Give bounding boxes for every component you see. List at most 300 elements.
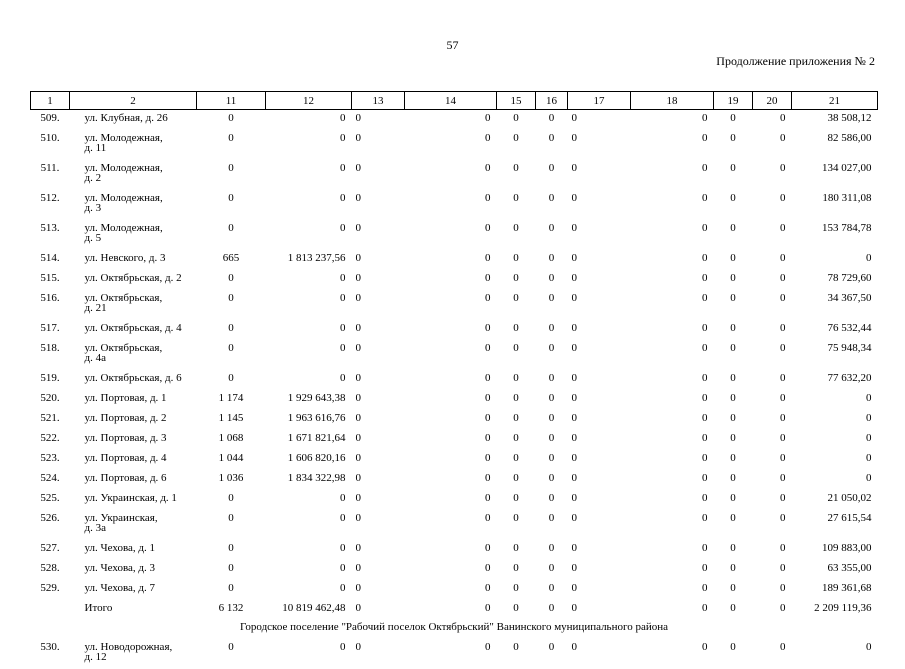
row-number: 512. [31, 190, 70, 220]
table-row [31, 490, 878, 510]
cell-c16: 0 [536, 390, 568, 410]
cell-c11: 0 [197, 220, 266, 250]
cell-c13: 0 [352, 410, 405, 430]
row-address: ул. Октябрьская, д. 4а [70, 340, 197, 370]
cell-c13: 0 [352, 470, 405, 490]
table-row [31, 560, 878, 580]
row-number: 509. [31, 110, 70, 131]
row-address: ул. Портовая, д. 4 [70, 450, 197, 470]
table-row [31, 160, 878, 190]
cell-c19: 0 [714, 390, 753, 410]
cell-c20: 0 [753, 320, 792, 340]
cell-c16: 0 [536, 639, 568, 669]
cell-c12: 0 [266, 540, 352, 560]
cell-c18: 0 [631, 110, 714, 131]
cell-c13: 0 [352, 270, 405, 290]
cell-c20: 0 [753, 450, 792, 470]
table-row [31, 320, 878, 340]
col-header: 20 [753, 92, 792, 110]
cell-c20: 0 [753, 160, 792, 190]
cell-c17: 0 [568, 580, 631, 600]
row-address: ул. Чехова, д. 7 [70, 580, 197, 600]
cell-c11: 0 [197, 130, 266, 160]
cell-c15: 0 [497, 430, 536, 450]
continuation-note: Продолжение приложения № 2 [716, 54, 875, 69]
table-row [31, 250, 878, 270]
cell-c12: 0 [266, 490, 352, 510]
cell-c14: 0 [405, 450, 497, 470]
row-address: ул. Молодежная, д. 3 [70, 190, 197, 220]
row-number: 511. [31, 160, 70, 190]
cell-c12: 0 [266, 190, 352, 220]
row-address: ул. Молодежная, д. 2 [70, 160, 197, 190]
cell-c11: 0 [197, 639, 266, 669]
col-header: 12 [266, 92, 352, 110]
table-row [31, 370, 878, 390]
cell-c17: 0 [568, 639, 631, 669]
row-address: ул. Невского, д. 3 [70, 250, 197, 270]
cell-c16: 0 [536, 220, 568, 250]
row-number: 529. [31, 580, 70, 600]
total-label: Итого [70, 600, 197, 620]
row-number: 516. [31, 290, 70, 320]
table-body [31, 110, 878, 669]
total-c21: 2 209 119,36 [792, 600, 878, 620]
cell-c18: 0 [631, 510, 714, 540]
cell-c20: 0 [753, 580, 792, 600]
table-row [31, 510, 878, 540]
total-c17: 0 [568, 600, 631, 620]
cell-c19: 0 [714, 320, 753, 340]
cell-c21: 75 948,34 [792, 340, 878, 370]
cell-c19: 0 [714, 160, 753, 190]
cell-c21: 0 [792, 250, 878, 270]
cell-c11: 1 044 [197, 450, 266, 470]
cell-c12: 0 [266, 290, 352, 320]
cell-c20: 0 [753, 470, 792, 490]
cell-c19: 0 [714, 639, 753, 669]
col-header: 14 [405, 92, 497, 110]
total-c13: 0 [352, 600, 405, 620]
cell-c19: 0 [714, 470, 753, 490]
cell-c19: 0 [714, 110, 753, 131]
cell-c20: 0 [753, 430, 792, 450]
cell-c14: 0 [405, 639, 497, 669]
cell-c16: 0 [536, 290, 568, 320]
cell-c13: 0 [352, 340, 405, 370]
cell-c20: 0 [753, 490, 792, 510]
cell-c17: 0 [568, 110, 631, 131]
cell-c17: 0 [568, 270, 631, 290]
cell-c14: 0 [405, 370, 497, 390]
total-c16: 0 [536, 600, 568, 620]
cell-c18: 0 [631, 470, 714, 490]
cell-c20: 0 [753, 540, 792, 560]
cell-c15: 0 [497, 220, 536, 250]
cell-c12: 0 [266, 560, 352, 580]
row-number: 527. [31, 540, 70, 560]
cell-c11: 0 [197, 320, 266, 340]
cell-c15: 0 [497, 110, 536, 131]
cell-c20: 0 [753, 410, 792, 430]
cell-c16: 0 [536, 160, 568, 190]
cell-c11: 0 [197, 110, 266, 131]
total-c15: 0 [497, 600, 536, 620]
table-row [31, 390, 878, 410]
total-c12: 10 819 462,48 [266, 600, 352, 620]
cell-c21: 78 729,60 [792, 270, 878, 290]
cell-c15: 0 [497, 190, 536, 220]
cell-c11: 1 145 [197, 410, 266, 430]
cell-c21: 0 [792, 470, 878, 490]
page-number: 57 [0, 38, 905, 53]
cell-c17: 0 [568, 430, 631, 450]
cell-c16: 0 [536, 270, 568, 290]
row-address: ул. Молодежная, д. 5 [70, 220, 197, 250]
cell-c14: 0 [405, 470, 497, 490]
cell-c12: 1 671 821,64 [266, 430, 352, 450]
cell-c12: 0 [266, 130, 352, 160]
cell-c13: 0 [352, 639, 405, 669]
table-row [31, 580, 878, 600]
cell-c18: 0 [631, 540, 714, 560]
table-row [31, 639, 878, 669]
cell-c12: 0 [266, 340, 352, 370]
cell-c19: 0 [714, 490, 753, 510]
cell-c13: 0 [352, 110, 405, 131]
cell-c20: 0 [753, 130, 792, 160]
cell-c15: 0 [497, 470, 536, 490]
data-table [30, 91, 878, 669]
cell-c16: 0 [536, 580, 568, 600]
table-row [31, 290, 878, 320]
cell-c16: 0 [536, 430, 568, 450]
cell-c12: 1 606 820,16 [266, 450, 352, 470]
cell-c16: 0 [536, 320, 568, 340]
table-row [31, 540, 878, 560]
row-address: ул. Октябрьская, д. 6 [70, 370, 197, 390]
cell-c17: 0 [568, 290, 631, 320]
cell-c12: 1 813 237,56 [266, 250, 352, 270]
cell-c17: 0 [568, 560, 631, 580]
cell-c19: 0 [714, 340, 753, 370]
cell-c14: 0 [405, 560, 497, 580]
col-header: 16 [536, 92, 568, 110]
row-address: ул. Октябрьская, д. 4 [70, 320, 197, 340]
cell-c15: 0 [497, 450, 536, 470]
cell-c12: 1 929 643,38 [266, 390, 352, 410]
cell-c12: 0 [266, 270, 352, 290]
row-number: 528. [31, 560, 70, 580]
row-number: 518. [31, 340, 70, 370]
cell-c15: 0 [497, 410, 536, 430]
cell-c21: 0 [792, 410, 878, 430]
cell-c15: 0 [497, 270, 536, 290]
cell-c17: 0 [568, 490, 631, 510]
cell-c18: 0 [631, 320, 714, 340]
cell-c21: 0 [792, 450, 878, 470]
cell-c18: 0 [631, 160, 714, 190]
row-number: 524. [31, 470, 70, 490]
cell-c14: 0 [405, 250, 497, 270]
cell-c21: 34 367,50 [792, 290, 878, 320]
row-number: 510. [31, 130, 70, 160]
cell-c19: 0 [714, 290, 753, 320]
cell-c17: 0 [568, 540, 631, 560]
cell-c20: 0 [753, 190, 792, 220]
cell-c19: 0 [714, 580, 753, 600]
cell-c19: 0 [714, 130, 753, 160]
row-number: 520. [31, 390, 70, 410]
header-row [31, 92, 878, 110]
row-number: 525. [31, 490, 70, 510]
cell-c19: 0 [714, 250, 753, 270]
cell-c18: 0 [631, 270, 714, 290]
cell-c20: 0 [753, 340, 792, 370]
total-row [31, 600, 878, 620]
cell-c12: 0 [266, 370, 352, 390]
cell-c21: 82 586,00 [792, 130, 878, 160]
cell-c20: 0 [753, 639, 792, 669]
cell-c16: 0 [536, 540, 568, 560]
cell-c21: 189 361,68 [792, 580, 878, 600]
cell-c13: 0 [352, 390, 405, 410]
row-address: ул. Чехова, д. 3 [70, 560, 197, 580]
cell-c11: 0 [197, 340, 266, 370]
cell-c18: 0 [631, 390, 714, 410]
row-number: 521. [31, 410, 70, 430]
cell-c13: 0 [352, 190, 405, 220]
cell-c19: 0 [714, 370, 753, 390]
cell-c21: 0 [792, 639, 878, 669]
row-number: 515. [31, 270, 70, 290]
cell-c14: 0 [405, 430, 497, 450]
row-address: ул. Портовая, д. 1 [70, 390, 197, 410]
cell-c18: 0 [631, 580, 714, 600]
cell-c11: 1 068 [197, 430, 266, 450]
cell-c13: 0 [352, 580, 405, 600]
cell-c17: 0 [568, 220, 631, 250]
cell-c14: 0 [405, 490, 497, 510]
row-number: 519. [31, 370, 70, 390]
table-row [31, 270, 878, 290]
cell-c20: 0 [753, 560, 792, 580]
table-row [31, 430, 878, 450]
cell-c19: 0 [714, 220, 753, 250]
cell-c16: 0 [536, 130, 568, 160]
cell-c11: 0 [197, 190, 266, 220]
cell-c20: 0 [753, 290, 792, 320]
cell-c17: 0 [568, 450, 631, 470]
col-header: 13 [352, 92, 405, 110]
table-row [31, 410, 878, 430]
row-address: ул. Украинская, д. 3а [70, 510, 197, 540]
col-header: 2 [70, 92, 197, 110]
cell-c19: 0 [714, 430, 753, 450]
cell-c15: 0 [497, 390, 536, 410]
cell-c13: 0 [352, 250, 405, 270]
cell-c21: 21 050,02 [792, 490, 878, 510]
cell-c17: 0 [568, 190, 631, 220]
cell-c18: 0 [631, 639, 714, 669]
cell-c15: 0 [497, 290, 536, 320]
row-address: ул. Портовая, д. 6 [70, 470, 197, 490]
cell-c16: 0 [536, 370, 568, 390]
cell-c11: 0 [197, 160, 266, 190]
col-header: 17 [568, 92, 631, 110]
cell-c21: 0 [792, 390, 878, 410]
section-title-row [31, 620, 878, 639]
total-c20: 0 [753, 600, 792, 620]
cell-c13: 0 [352, 560, 405, 580]
cell-c12: 1 834 322,98 [266, 470, 352, 490]
cell-c20: 0 [753, 110, 792, 131]
cell-c11: 1 036 [197, 470, 266, 490]
cell-c19: 0 [714, 510, 753, 540]
cell-c16: 0 [536, 410, 568, 430]
cell-c19: 0 [714, 560, 753, 580]
cell-c17: 0 [568, 250, 631, 270]
cell-c12: 0 [266, 160, 352, 190]
cell-c19: 0 [714, 270, 753, 290]
cell-c21: 77 632,20 [792, 370, 878, 390]
cell-c18: 0 [631, 370, 714, 390]
cell-c15: 0 [497, 130, 536, 160]
total-c11: 6 132 [197, 600, 266, 620]
cell-c11: 1 174 [197, 390, 266, 410]
cell-c16: 0 [536, 510, 568, 540]
cell-c19: 0 [714, 450, 753, 470]
cell-c13: 0 [352, 220, 405, 250]
cell-c20: 0 [753, 220, 792, 250]
cell-c14: 0 [405, 410, 497, 430]
cell-c18: 0 [631, 410, 714, 430]
row-number: 517. [31, 320, 70, 340]
cell-c21: 0 [792, 430, 878, 450]
cell-c15: 0 [497, 510, 536, 540]
table-row [31, 450, 878, 470]
row-address: ул. Новодорожная, д. 12 [70, 639, 197, 669]
cell-c14: 0 [405, 580, 497, 600]
cell-c12: 1 963 616,76 [266, 410, 352, 430]
table-row [31, 220, 878, 250]
cell-c21: 27 615,54 [792, 510, 878, 540]
col-header: 11 [197, 92, 266, 110]
cell-c20: 0 [753, 250, 792, 270]
cell-c18: 0 [631, 130, 714, 160]
cell-c16: 0 [536, 470, 568, 490]
table-row [31, 340, 878, 370]
cell-c14: 0 [405, 510, 497, 540]
cell-c11: 665 [197, 250, 266, 270]
cell-c16: 0 [536, 490, 568, 510]
cell-c13: 0 [352, 450, 405, 470]
cell-c16: 0 [536, 110, 568, 131]
cell-c14: 0 [405, 340, 497, 370]
cell-c12: 0 [266, 110, 352, 131]
row-number: 526. [31, 510, 70, 540]
cell-c16: 0 [536, 190, 568, 220]
cell-c11: 0 [197, 560, 266, 580]
cell-c11: 0 [197, 270, 266, 290]
cell-c14: 0 [405, 130, 497, 160]
table-row [31, 190, 878, 220]
cell-c16: 0 [536, 560, 568, 580]
cell-c15: 0 [497, 370, 536, 390]
row-number: 522. [31, 430, 70, 450]
cell-c13: 0 [352, 160, 405, 190]
cell-c14: 0 [405, 540, 497, 560]
cell-c17: 0 [568, 390, 631, 410]
cell-c18: 0 [631, 190, 714, 220]
cell-c18: 0 [631, 340, 714, 370]
cell-c17: 0 [568, 510, 631, 540]
cell-c11: 0 [197, 580, 266, 600]
row-number: 523. [31, 450, 70, 470]
col-header: 15 [497, 92, 536, 110]
cell-c20: 0 [753, 510, 792, 540]
cell-c14: 0 [405, 190, 497, 220]
row-address: ул. Клубная, д. 26 [70, 110, 197, 131]
col-header: 21 [792, 92, 878, 110]
cell-c18: 0 [631, 220, 714, 250]
cell-c17: 0 [568, 320, 631, 340]
cell-c18: 0 [631, 430, 714, 450]
cell-c14: 0 [405, 320, 497, 340]
cell-c13: 0 [352, 290, 405, 320]
cell-c15: 0 [497, 540, 536, 560]
row-address: ул. Портовая, д. 3 [70, 430, 197, 450]
cell-c14: 0 [405, 290, 497, 320]
cell-c18: 0 [631, 250, 714, 270]
cell-c13: 0 [352, 540, 405, 560]
cell-c17: 0 [568, 410, 631, 430]
cell-c13: 0 [352, 510, 405, 540]
total-c18: 0 [631, 600, 714, 620]
cell-c15: 0 [497, 340, 536, 370]
row-number [31, 600, 70, 620]
cell-c15: 0 [497, 560, 536, 580]
cell-c16: 0 [536, 450, 568, 470]
cell-c13: 0 [352, 370, 405, 390]
row-number: 513. [31, 220, 70, 250]
cell-c16: 0 [536, 340, 568, 370]
cell-c15: 0 [497, 320, 536, 340]
row-number: 514. [31, 250, 70, 270]
cell-c21: 109 883,00 [792, 540, 878, 560]
cell-c17: 0 [568, 160, 631, 190]
cell-c15: 0 [497, 250, 536, 270]
cell-c20: 0 [753, 390, 792, 410]
cell-c11: 0 [197, 290, 266, 320]
cell-c14: 0 [405, 390, 497, 410]
cell-c11: 0 [197, 540, 266, 560]
section-title: Городское поселение "Рабочий поселок Октябрьский" Ванинского муниципального района [31, 620, 878, 639]
cell-c19: 0 [714, 190, 753, 220]
cell-c21: 153 784,78 [792, 220, 878, 250]
cell-c18: 0 [631, 290, 714, 320]
cell-c13: 0 [352, 130, 405, 160]
col-header: 19 [714, 92, 753, 110]
cell-c13: 0 [352, 490, 405, 510]
cell-c15: 0 [497, 490, 536, 510]
cell-c12: 0 [266, 220, 352, 250]
row-address: ул. Украинская, д. 1 [70, 490, 197, 510]
cell-c11: 0 [197, 370, 266, 390]
cell-c21: 134 027,00 [792, 160, 878, 190]
table-row [31, 130, 878, 160]
cell-c21: 38 508,12 [792, 110, 878, 131]
